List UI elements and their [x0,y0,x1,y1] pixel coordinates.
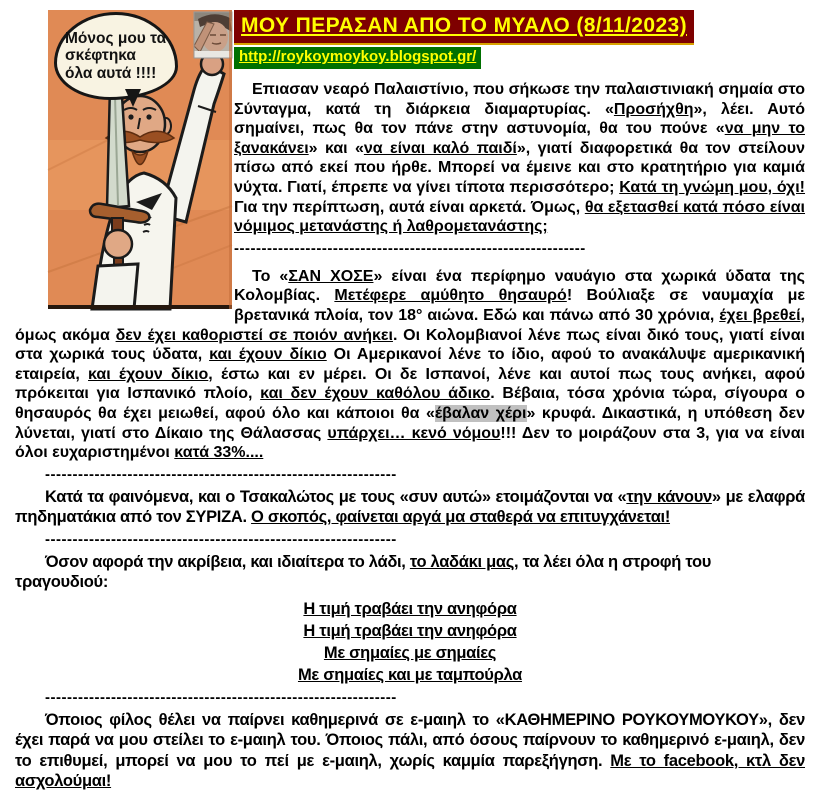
song-verse [15,598,805,686]
body-text: , τα λέει όλα η στροφή του τραγουδιού: [15,552,712,592]
sword-hand [104,230,132,258]
song-line: Η τιμή τραβάει την ανηφόρα [303,621,517,640]
body-text: » κρυφά. Δικαστικά, η υπόθεση δεν λύνεται, γιατί στο Δίκαιο της Θάλασσας [15,404,805,442]
page-title: ΜΟΥ ΠΕΡΑΣΑΝ ΑΠΟ ΤΟ ΜΥΑΛΟ (8/11/2023) [234,10,694,43]
song-line: Με σημαίες με σημαίες [323,643,497,662]
body-text: Οι Αμερικανοί λένε το ίδιο, αφού το ανακάλυψε αμερικανική εταιρεία, [15,346,805,383]
body-text: » και « [308,139,364,157]
underlined-text: Μετέφερε αμύθητο θησαυρό [334,287,567,305]
separator-line: ---------------------------------------------------------------- [45,465,397,483]
paragraph-tsakalotos [15,487,805,528]
song-line: Η τιμή τραβάει την ανηφόρα [303,599,517,618]
highlighted-text: έβαλαν χέρι [434,404,527,422]
separator-line: ---------------------------------------------------------------- [45,530,397,548]
paragraph-olive-oil [15,552,805,593]
underlined-text: και δεν έχουν καθόλου άδικο [260,385,491,403]
underlined-text: και έχουν δίκιο [209,346,327,364]
body-text: » με ελαφρά πηδηματάκια από τον ΣΥΡΙΖΑ. [15,487,806,527]
body-text: Το « [252,267,289,285]
song-line: Με σημαίες και με ταμπούρλα [297,665,523,684]
body-text: Κατά τα φαινόμενα, και ο Τσακαλώτος με τους «συν αυτώ» ετοιμάζονται να « [45,487,627,506]
paragraph-email-note [15,710,805,792]
underlined-text: Κατά τη γνώμη μου, όχι! [619,178,806,196]
underlined-text: να είναι καλό παιδί [363,139,517,157]
underlined-text: έχει βρεθεί [719,306,801,324]
cartoon-panel [48,10,232,309]
underlined-text: την κάνουν [626,487,712,506]
separator-line: ---------------------------------------------------------------- [234,239,586,257]
body-text: Όσον αφορά την ακρίβεια, και ιδιαίτερα το λάδι, [45,552,410,571]
body-text: , έστω και εν μέρει. Οι δε Ισπανοί, λένε και αυτοί πως τους ανήκει, αφού πρόκειται για Ισπανικό πλοίο, [15,365,806,403]
underlined-text: και έχουν δίκιο [88,365,209,383]
underlined-text: να μην το ξανακάνει [234,120,805,157]
blog-url-link[interactable]: http://roykoymoykoy.blogspot.gr/ [234,47,481,69]
body-text: !!! Δεν το μοιράζουν στα 3, για να είναι όλοι ευχαριστημένοι [15,424,805,462]
speech-bubble-text: Μόνος μου τα σκέφτηκα όλα αυτά !!!! [65,29,167,82]
underlined-text: ΣΑΝ ΧΟΣΕ [288,267,374,285]
underlined-text: Ο σκοπός, φαίνεται αργά μα σταθερά να επιτυγχάνεται! [251,508,671,527]
underlined-text: Με το facebook, κτλ δεν ασχολούμαι! [15,751,805,791]
body-text: » είναι ένα περίφημο ναυάγιο στα χωρικά ύδατα της Κολομβίας. [234,267,805,305]
body-text: », λέει. Αυτό σημαίνει, πως θα τον πάνε στην αστυνομία, θα του πούνε « [234,100,805,138]
body-text: Επιασαν νεαρό Παλαιστίνιο, που σήκωσε την παλαιστινιακή σημαία στο Σύνταγμα, κατά τη διάρκεια διαμαρτυρίας. « [234,81,805,118]
underlined-text: κατά 33%.... [174,444,264,462]
underlined-text: Προσήχθη [613,100,694,118]
body-text: . Οι Κολομβιανοί λένε πως είναι δικό τους, γιατί είναι στα χωρικά τους ύδατα, [15,326,805,364]
body-text: Για την περίπτωση, αυτά είναι αρκετά. Όμως, [234,198,585,216]
body-text: », γιατί διαφορετικά θα τον στείλουν πίσω από εκεί που ήρθε. Μπορεί να έμεινε και στο κρατητήριο για καμιά νύχτα. Γιατί, έπρεπε να γίνει τίποτα περισσότερο; [234,139,805,196]
underlined-text: υπάρχει… κενό νόμου [327,424,501,442]
politician-photo [194,12,232,58]
body-text: . Βέβαια, τόσα χρόνια τώρα, σίγουρα ο θησαυρός θα έχει μειωθεί, αφού όλο και κάποιοι θα « [15,385,806,422]
body-text: ! Βούλιαξε σε ναυμαχία με βρετανικά πλοία, τον 18° αιώνα. Εδώ και πάνω από 30 χρόνια, [234,287,806,324]
body-text: Όποιος φίλος θέλει να παίρνει καθημερινά σε ε-μαιηλ το «ΚΑΘΗΜΕΡΙΝΟ ΡΟΥΚΟΥΜΟΥΚΟΥ», δεν έχει παρά να μου στείλει το ε-μαιηλ του. Όποιος πάλι, από όσους παίρνουν το καθημερινό ε-μαιηλ, δεν το επιθυμεί, μπορεί να μου το πεί με ε-μαιηλ, χωρίς καμμία παρεξήγηση. [15,710,805,770]
underlined-text: το λαδάκι μας [409,552,514,571]
underlined-text: δεν έχει καθοριστεί σε ποιόν ανήκει [115,326,393,344]
body-text: , όμως ακόμα [15,306,805,344]
underlined-text: θα εξετασθεί κατά πόσο είναι νόμιμος μετανάστης ή λαθρομετανάστης; [234,198,806,236]
separator-line: ---------------------------------------------------------------- [45,688,397,706]
